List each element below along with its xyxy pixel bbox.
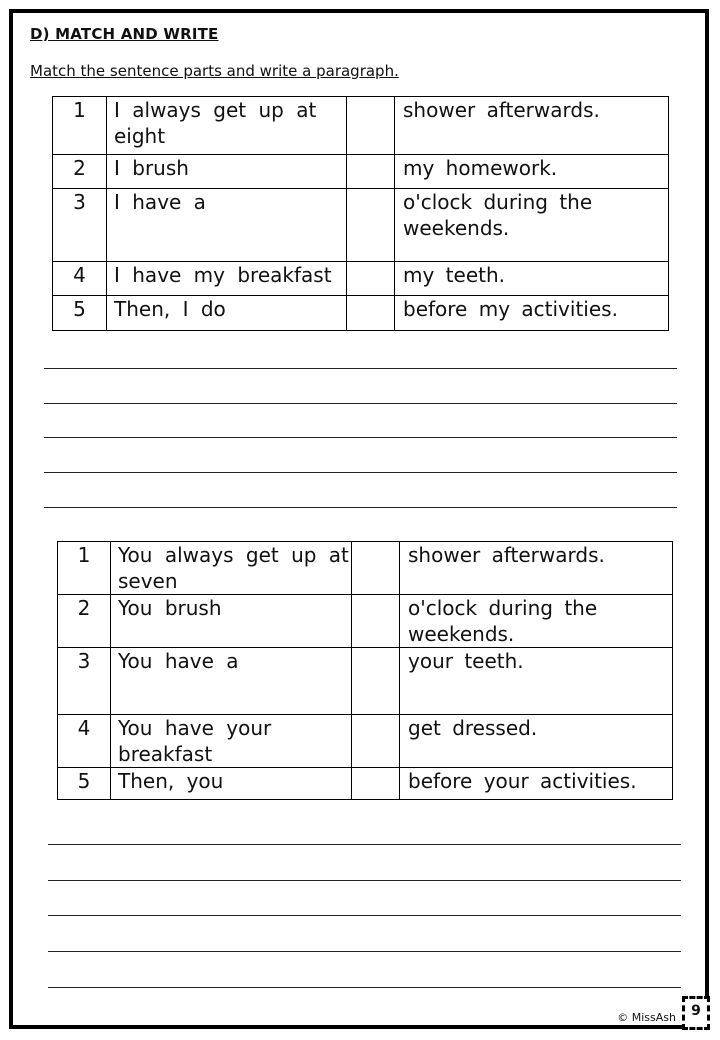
sentence-end: my teeth.: [395, 262, 669, 296]
sentence-start: You have a: [111, 648, 352, 715]
match-table-1: [52, 96, 669, 331]
answer-box[interactable]: [347, 97, 395, 155]
sentence-end: get dressed.: [400, 715, 673, 768]
writing-line[interactable]: [44, 437, 677, 438]
match-table-2: [57, 541, 673, 800]
answer-box[interactable]: [347, 155, 395, 189]
instruction-text: Match the sentence parts and write a paragraph.: [30, 62, 399, 80]
sentence-end: my homework.: [395, 155, 669, 189]
row-number: 5: [58, 768, 111, 800]
table-row: [53, 97, 669, 155]
sentence-end: shower afterwards.: [395, 97, 669, 155]
sentence-start: I have a: [107, 189, 347, 262]
writing-line[interactable]: [44, 403, 677, 404]
sentence-start: You brush: [111, 595, 352, 648]
row-number: 3: [53, 189, 107, 262]
table-row: [53, 189, 669, 262]
sentence-end: your teeth.: [400, 648, 673, 715]
writing-line[interactable]: [48, 951, 681, 952]
table-row: [53, 296, 669, 331]
row-number: 5: [53, 296, 107, 331]
row-number: 2: [58, 595, 111, 648]
sentence-start: You always get up at seven: [111, 542, 352, 595]
writing-line[interactable]: [48, 844, 681, 845]
section-heading: D) MATCH AND WRITE: [30, 25, 219, 43]
answer-box[interactable]: [352, 648, 400, 715]
sentence-start: I brush: [107, 155, 347, 189]
sentence-end: o'clock during the weekends.: [400, 595, 673, 648]
sentence-end: before your activities.: [400, 768, 673, 800]
writing-line[interactable]: [44, 507, 677, 508]
table-row: [58, 595, 673, 648]
table-row: [58, 715, 673, 768]
sentence-end: o'clock during the weekends.: [395, 189, 669, 262]
answer-box[interactable]: [352, 715, 400, 768]
writing-line[interactable]: [48, 915, 681, 916]
row-number: 4: [53, 262, 107, 296]
sentence-start: I always get up at eight: [107, 97, 347, 155]
page-number: 9: [682, 996, 710, 1030]
writing-line[interactable]: [44, 368, 677, 369]
answer-box[interactable]: [352, 542, 400, 595]
sentence-end: shower afterwards.: [400, 542, 673, 595]
row-number: 2: [53, 155, 107, 189]
table-row: [58, 768, 673, 800]
writing-line[interactable]: [48, 987, 681, 988]
writing-line[interactable]: [44, 472, 677, 473]
table-row: [53, 155, 669, 189]
answer-box[interactable]: [347, 296, 395, 331]
row-number: 1: [53, 97, 107, 155]
answer-box[interactable]: [352, 595, 400, 648]
writing-line[interactable]: [48, 880, 681, 881]
answer-box[interactable]: [352, 768, 400, 800]
row-number: 4: [58, 715, 111, 768]
sentence-start: Then, you: [111, 768, 352, 800]
answer-box[interactable]: [347, 262, 395, 296]
table-row: [53, 262, 669, 296]
row-number: 3: [58, 648, 111, 715]
copyright-text: © MissAsh: [617, 1011, 676, 1024]
sentence-end: before my activities.: [395, 296, 669, 331]
row-number: 1: [58, 542, 111, 595]
sentence-start: You have your breakfast: [111, 715, 352, 768]
sentence-start: I have my breakfast: [107, 262, 347, 296]
table-row: [58, 542, 673, 595]
answer-box[interactable]: [347, 189, 395, 262]
table-row: [58, 648, 673, 715]
sentence-start: Then, I do: [107, 296, 347, 331]
